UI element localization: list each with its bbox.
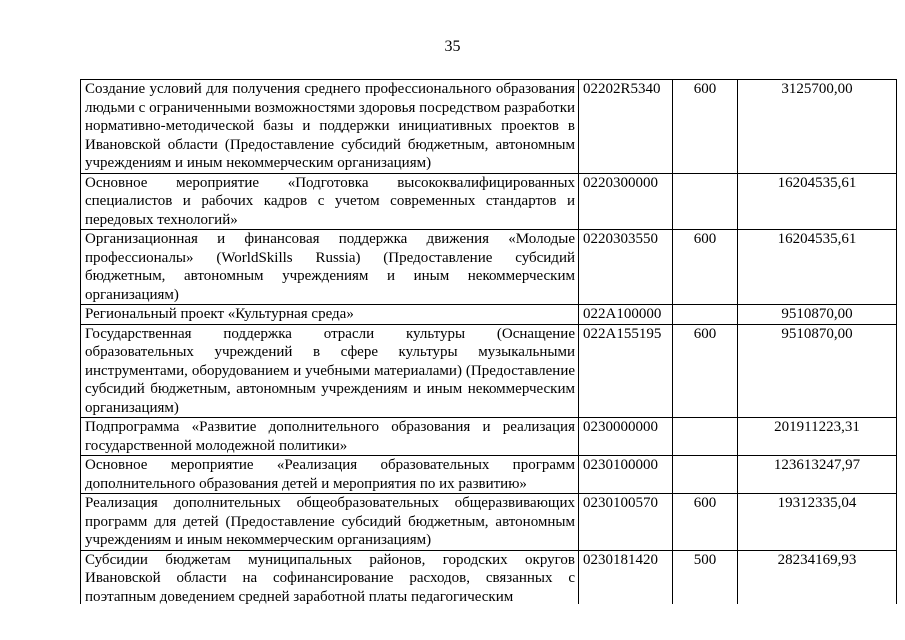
row-sum: 16204535,61 xyxy=(777,174,857,191)
row-code-cell xyxy=(579,80,673,174)
row-name: Региональный проект «Культурная среда» xyxy=(85,306,354,322)
row-code-cell xyxy=(579,230,673,305)
row-name-cell xyxy=(81,80,579,174)
row-vr-cell xyxy=(673,494,738,551)
row-sum: 9510870,00 xyxy=(781,325,853,342)
row-vr-cell xyxy=(673,230,738,305)
row-name-cell xyxy=(81,230,579,305)
row-vr-cell xyxy=(673,324,738,418)
row-name-cell xyxy=(81,456,579,494)
table-row xyxy=(81,80,897,174)
row-code: 0230000000 xyxy=(583,419,658,435)
budget-table xyxy=(80,79,897,607)
row-name: Создание условий для получения среднего профессионального образования людьми с ограниченными возможностями здоровья посредством разработки нормативно-методической базы и поддержки инициативных проектов в Ивановской области (Предоставление субсидий бюджетным, автономным учреждениям и иным некоммерческим организациям) xyxy=(85,81,576,171)
table-row xyxy=(81,418,897,456)
row-code: 0230100000 xyxy=(583,457,658,473)
row-code: 0230181420 xyxy=(583,551,658,568)
row-code-cell xyxy=(579,173,673,230)
row-name-cell xyxy=(81,173,579,230)
table-row xyxy=(81,456,897,494)
table-row xyxy=(81,494,897,551)
row-name: Основное мероприятие «Реализация образовательных программ дополнительного образования детей и мероприятия по их развитию» xyxy=(85,457,575,492)
row-code: 02202R5340 xyxy=(583,81,661,97)
row-vr-cell xyxy=(673,305,738,325)
row-vr-cell xyxy=(673,456,738,494)
row-name-cell xyxy=(81,418,579,456)
row-sum-cell xyxy=(738,173,897,230)
row-code: 0220300000 xyxy=(583,174,658,191)
row-code: 022A100000 xyxy=(583,306,662,322)
row-name: Реализация дополнительных общеобразовательных общеразвивающих программ для детей (Предоставление субсидий бюджетным, автономным учреждениям и иным некоммерческим организациям) xyxy=(85,495,575,548)
row-code-cell xyxy=(579,494,673,551)
row-code: 0230100570 xyxy=(583,495,658,511)
row-vr: 600 xyxy=(693,325,717,342)
table-row xyxy=(81,305,897,325)
row-code-cell xyxy=(579,324,673,418)
row-sum-cell xyxy=(738,80,897,174)
row-code: 0220303550 xyxy=(583,231,658,247)
row-code-cell xyxy=(579,305,673,325)
row-sum: 9510870,00 xyxy=(781,306,853,322)
row-vr-cell xyxy=(673,418,738,456)
row-sum-cell xyxy=(738,324,897,418)
table-row xyxy=(81,550,897,607)
row-name: Организационная и финансовая поддержка движения «Молодые профессионалы» (WorldSkills Russia) (Предоставление субсидий бюджетным, автономным учреждениям и иным некоммерческим организациям) xyxy=(85,231,575,303)
row-sum: 16204535,61 xyxy=(777,231,857,247)
row-sum-cell xyxy=(738,230,897,305)
row-vr-cell xyxy=(673,80,738,174)
row-sum: 28234169,93 xyxy=(777,551,857,568)
row-name: Подпрограмма «Развитие дополнительного образования и реализация государственной молодежной политики» xyxy=(85,419,575,454)
row-name-cell xyxy=(81,494,579,551)
row-sum-cell xyxy=(738,550,897,607)
row-code-cell xyxy=(579,456,673,494)
row-sum-cell xyxy=(738,456,897,494)
row-vr: 600 xyxy=(693,495,717,511)
row-name-cell xyxy=(81,324,579,418)
row-sum-cell xyxy=(738,305,897,325)
row-name-cell xyxy=(81,550,579,607)
row-code-cell xyxy=(579,550,673,607)
row-name: Государственная поддержка отрасли культуры (Оснащение образовательных учреждений в сфере культуры музыкальными инструментами, оборудованием и учебными материалами) (Предоставление субсидий бюджетным, автономным учреждениям и иным некоммерческим организациям) xyxy=(85,325,575,416)
table-row xyxy=(81,324,897,418)
row-name: Субсидии бюджетам муниципальных районов, городских округов Ивановской области на софинансирование расходов, связанных с поэтапным доведением средней заработной платы педагогическим xyxy=(85,551,575,605)
row-sum: 123613247,97 xyxy=(773,457,861,473)
row-code: 022A155195 xyxy=(583,325,662,342)
row-code-cell xyxy=(579,418,673,456)
page-number: 35 xyxy=(444,38,461,55)
table-row xyxy=(81,230,897,305)
row-vr: 600 xyxy=(693,231,717,247)
row-sum-cell xyxy=(738,494,897,551)
row-vr: 500 xyxy=(693,551,717,568)
row-vr-cell xyxy=(673,550,738,607)
row-vr: 600 xyxy=(693,81,717,97)
row-sum-cell xyxy=(738,418,897,456)
row-vr-cell xyxy=(673,173,738,230)
row-sum: 201911223,31 xyxy=(774,419,860,435)
row-sum: 3125700,00 xyxy=(781,81,853,97)
table-row xyxy=(81,173,897,230)
row-name: Основное мероприятие «Подготовка высококвалифицированных специалистов и рабочих кадров с учетом современных стандартов и передовых технологий» xyxy=(85,174,575,228)
page-bottom-edge xyxy=(0,604,905,640)
row-name-cell xyxy=(81,305,579,325)
row-sum: 19312335,04 xyxy=(777,495,857,511)
